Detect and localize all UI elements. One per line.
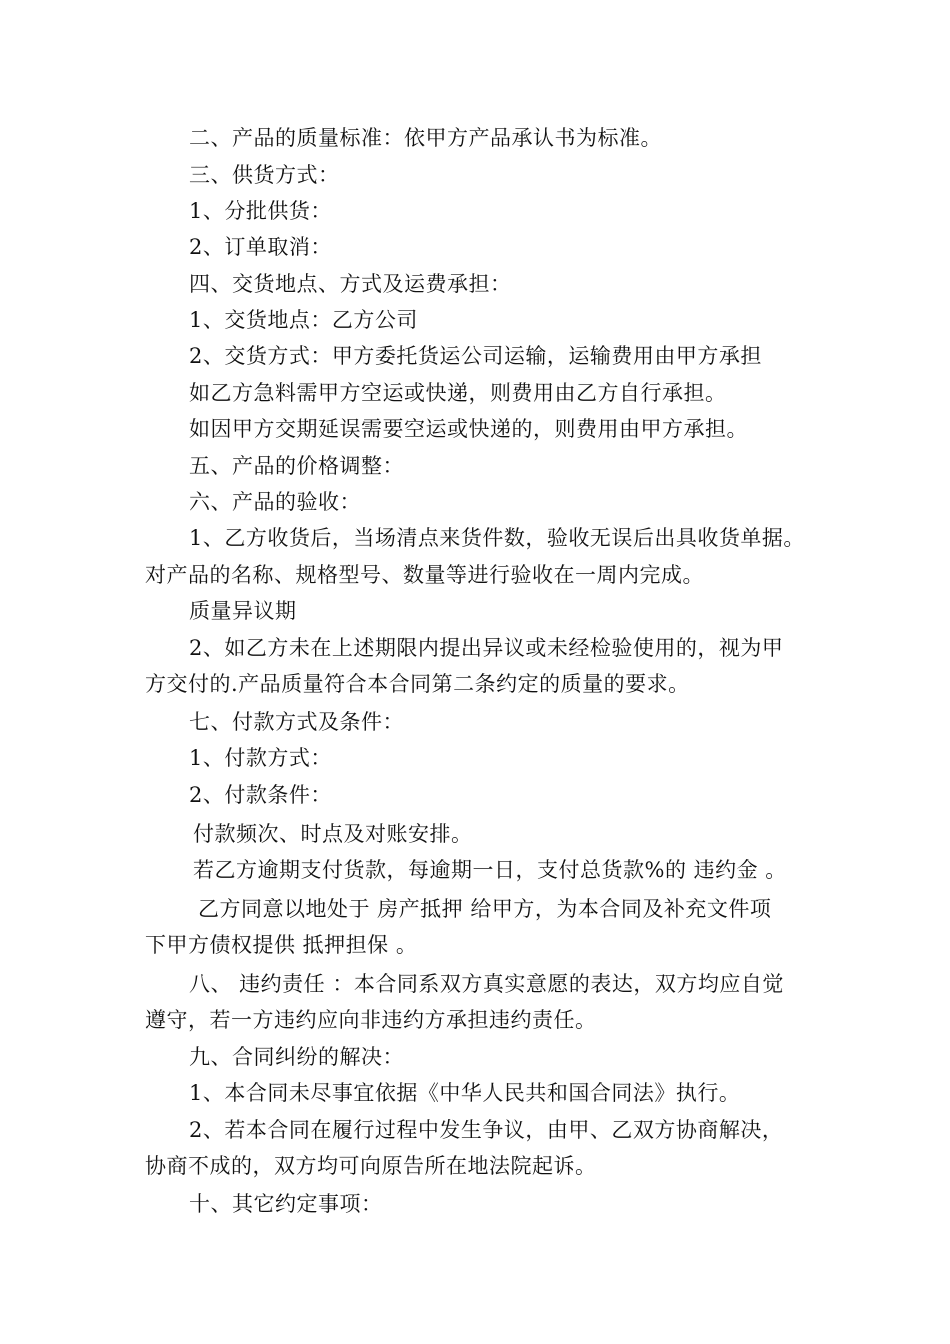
payment-item-1: 1、付款方式：	[189, 746, 332, 770]
section-4-delivery: 四、交货地点、方式及运费承担：	[189, 272, 512, 296]
section-10-other-matters: 十、其它约定事项：	[189, 1192, 383, 1216]
mortgage-clause: 乙方同意以地处于 房产抵押 给甲方，为本合同及补充文件项	[198, 897, 772, 921]
acceptance-item-2-cont: 方交付的.产品质量符合本合同第二条约定的质量的要求。	[145, 672, 690, 696]
delivery-item-2: 2、交货方式：甲方委托货运公司运输，运输费用由甲方承担	[189, 344, 762, 368]
section-8-liability-cont: 遵守，若一方违约应向非违约方承担违约责任。	[145, 1008, 597, 1032]
section-2-quality-standard: 二、产品的质量标准：依甲方产品承认书为标准。	[189, 126, 662, 150]
delivery-item-1: 1、交货地点：乙方公司	[189, 308, 418, 332]
late-payment-penalty: 若乙方逾期支付货款，每逾期一日，支付总货款%的 违约金 。	[193, 858, 787, 882]
section-3-supply-method: 三、供货方式：	[189, 163, 340, 187]
acceptance-item-1-cont: 对产品的名称、规格型号、数量等进行验收在一周内完成。	[145, 563, 704, 587]
payment-frequency: 付款频次、时点及对账安排。	[193, 822, 473, 846]
section-6-acceptance: 六、产品的验收：	[189, 490, 361, 514]
section-9-disputes: 九、合同纠纷的解决：	[189, 1045, 404, 1069]
delivery-note-2: 如因甲方交期延误需要空运或快递的，则费用由甲方承担。	[189, 417, 748, 441]
section-8-liability: 八、 违约责任 ：本合同系双方真实意愿的表达，双方均应自觉	[189, 972, 784, 996]
mortgage-clause-cont: 下甲方债权提供 抵押担保 。	[145, 933, 418, 957]
supply-item-2: 2、订单取消：	[189, 235, 332, 259]
supply-item-1: 1、分批供货：	[189, 199, 332, 223]
section-5-price-adjustment: 五、产品的价格调整：	[189, 454, 404, 478]
dispute-item-2-cont: 协商不成的，双方均可向原告所在地法院起诉。	[145, 1154, 597, 1178]
dispute-item-2: 2、若本合同在履行过程中发生争议，由甲、乙双方协商解决，	[189, 1118, 784, 1142]
payment-item-2: 2、付款条件：	[189, 783, 332, 807]
section-7-payment: 七、付款方式及条件：	[189, 710, 404, 734]
acceptance-item-2: 2、如乙方未在上述期限内提出异议或未经检验使用的，视为甲	[189, 636, 784, 660]
acceptance-item-1: 1、乙方收货后，当场清点来货件数，验收无误后出具收货单据。	[189, 526, 805, 550]
dispute-item-1: 1、本合同未尽事宜依据《中华人民共和国合同法》执行。	[189, 1081, 741, 1105]
quality-objection-period: 质量异议期	[189, 599, 297, 623]
delivery-note-1: 如乙方急料需甲方空运或快递，则费用由乙方自行承担。	[189, 381, 727, 405]
